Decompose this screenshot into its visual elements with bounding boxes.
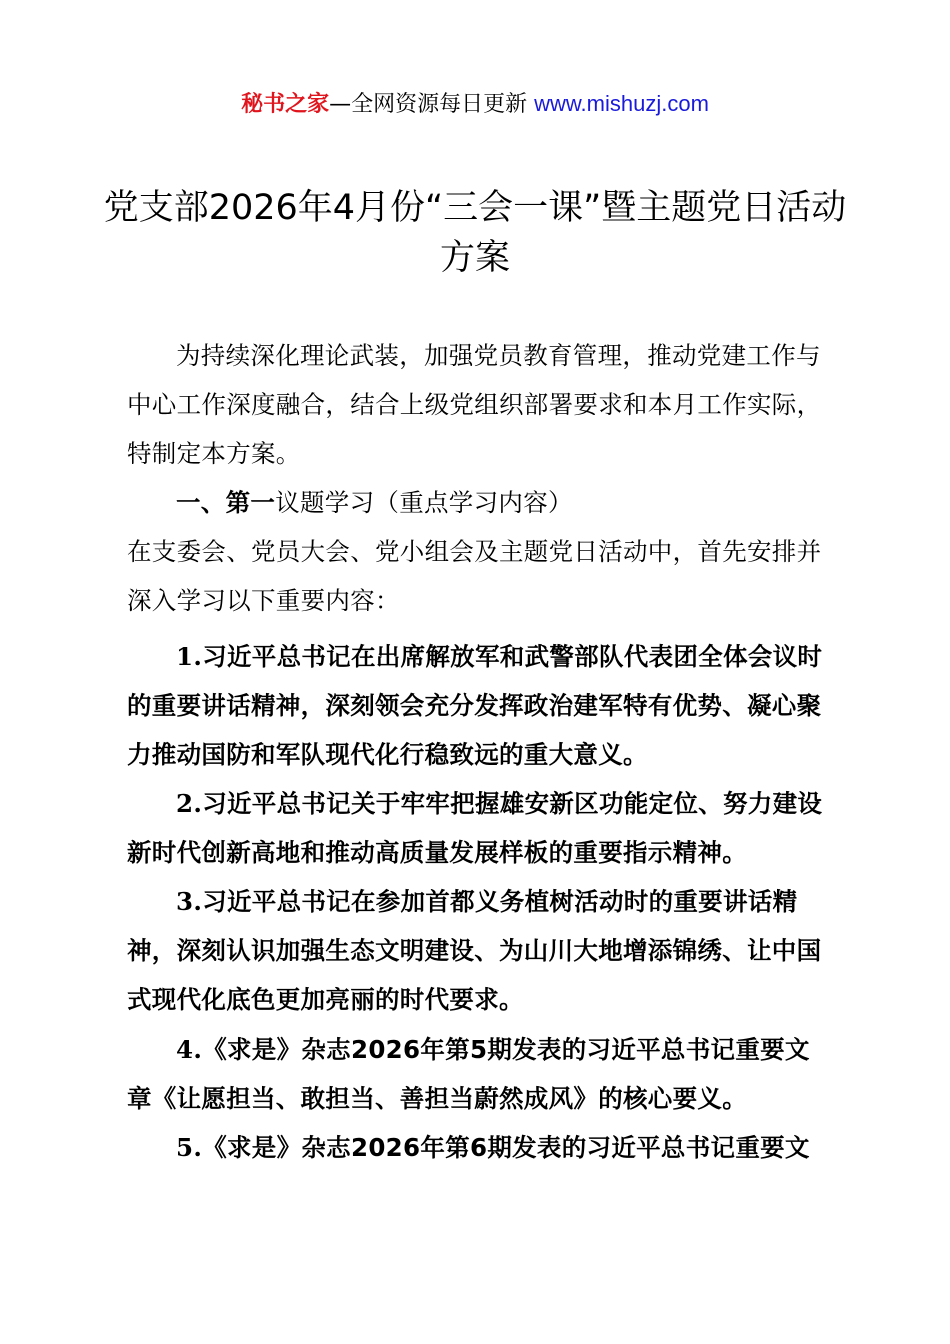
section-heading-bold: 一、第一: [176, 488, 276, 517]
item-text: 《求是》杂志2026年第5期发表的习近平总书记重要文章《让愿担当、敢担当、善担当蔚然成风》的核心要义。: [127, 1035, 810, 1113]
section-heading: [127, 478, 833, 527]
item-text: 习近平总书记在参加首都义务植树活动时的重要讲话精神，深刻认识加强生态文明建设、为山川大地增添锦绣、让中国式现代化底色更加亮丽的时代要求。: [127, 887, 822, 1014]
item-text: 习近平总书记在出席解放军和武警部队代表团全体会议时的重要讲话精神，深刻领会充分发挥政治建军特有优势、凝心聚力推动国防和军队现代化行稳致远的重大意义。: [127, 642, 823, 769]
section-heading-rest: 议题学习（重点学习内容）: [275, 488, 573, 517]
study-item: [127, 877, 833, 1024]
intro-paragraph: 为持续深化理论武装，加强党员教育管理，推动党建工作与中心工作深度融合，结合上级党组织部署要求和本月工作实际，特制定本方案。: [127, 341, 822, 468]
item-number: 4.: [176, 1035, 203, 1064]
section-lead-paragraph: 在支委会、党员大会、党小组会及主题党日活动中，首先安排并深入学习以下重要内容：: [127, 537, 822, 615]
study-item: [127, 1123, 833, 1172]
header-slogan: —全网资源每日更新: [329, 92, 535, 117]
item-number: 3.: [176, 887, 203, 916]
item-number: 5.: [176, 1133, 203, 1162]
brand-name: 秘书之家: [241, 92, 330, 117]
item-number: 2.: [176, 789, 203, 818]
item-number: 1.: [176, 642, 203, 671]
study-item: [127, 632, 833, 779]
site-header: [0, 88, 950, 121]
study-item: [127, 779, 833, 877]
site-url-link[interactable]: www.mishuzj.com: [534, 91, 709, 116]
item-text: 习近平总书记关于牢牢把握雄安新区功能定位、努力建设新时代创新高地和推动高质量发展样板的重要指示精神。: [127, 789, 823, 867]
document-title: 党支部2026年4月份“三会一课”暨主题党日活动方案: [103, 188, 847, 278]
item-text: 《求是》杂志2026年第6期发表的习近平总书记重要文: [202, 1133, 810, 1162]
study-item: [127, 1025, 833, 1123]
